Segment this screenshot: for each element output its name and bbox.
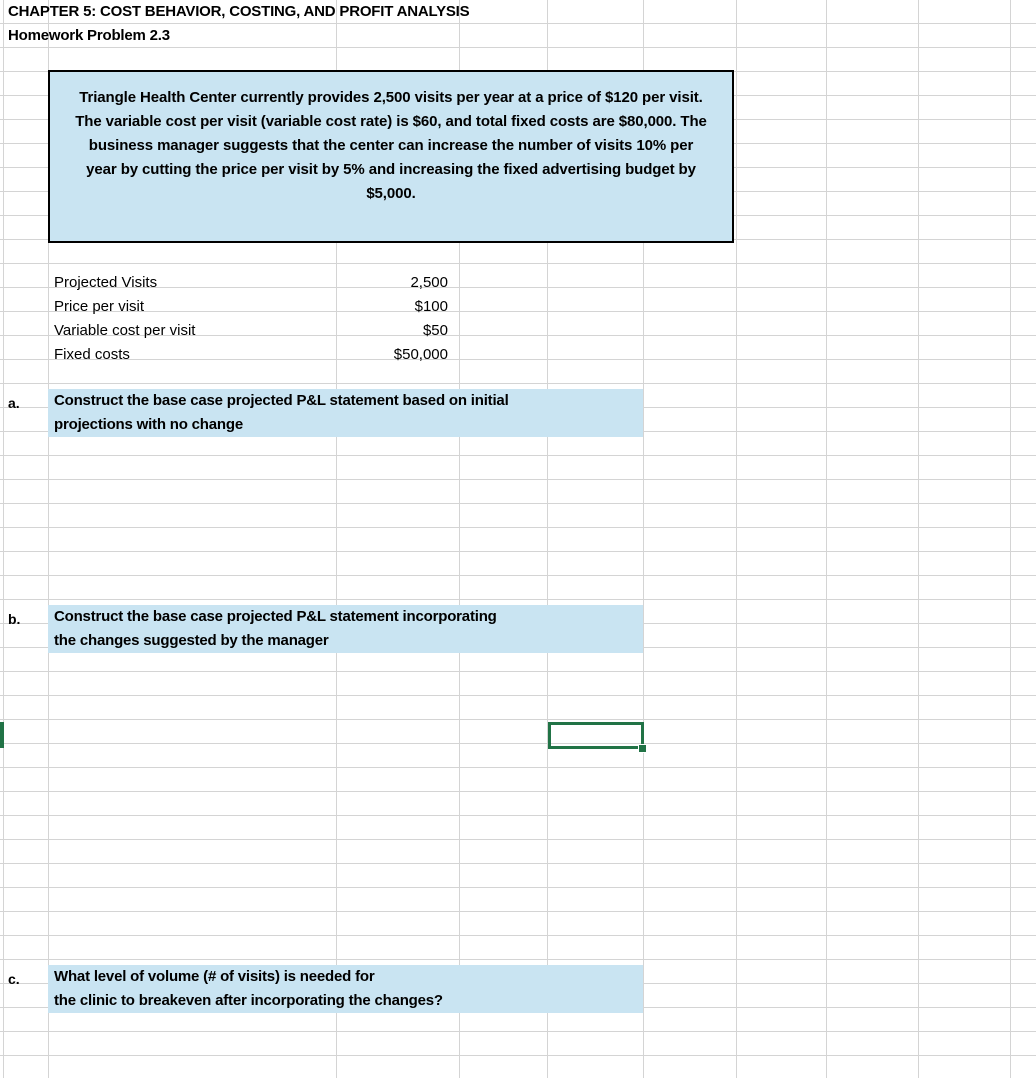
input-value-projected-visits[interactable]: 2,500 [410,274,448,291]
question-b-box[interactable] [48,605,643,653]
question-b-letter[interactable]: b. [8,611,21,627]
input-label-fixed-costs[interactable]: Fixed costs [54,346,130,363]
question-c-text: What level of volume (# of visits) is needed for the clinic to breakeven after incorporating the changes? [54,968,443,1009]
input-value-price-per-visit[interactable]: $100 [414,298,448,315]
input-label-price-per-visit[interactable]: Price per visit [54,298,145,315]
question-c-letter[interactable]: c. [8,971,20,987]
chapter-title[interactable]: CHAPTER 5: COST BEHAVIOR, COSTING, AND PROFIT ANALYSIS [8,3,470,20]
input-label-variable-cost[interactable]: Variable cost per visit [54,322,196,339]
question-a-box[interactable] [48,389,643,437]
question-a-letter[interactable]: a. [8,395,20,411]
question-b-text: Construct the base case projected P&L statement incorporating the changes suggested by the manager [54,608,497,649]
problem-statement-text: Triangle Health Center currently provides 2,500 visits per year at a price of $120 per visit. The variable cost per visit (variable cost rate) is $60, and total fixed costs are $80,000. The business manager suggests that the center can increase the number of visits 10% per year by cutting the price per visit by 5% and increasing the fixed advertising budget by $5,000. [75,89,707,202]
question-c-box[interactable] [48,965,643,1013]
question-a-text: Construct the base case projected P&L statement based on initial projections with no change [54,392,509,433]
row-selection-indicator [0,722,4,748]
input-value-fixed-costs[interactable]: $50,000 [393,346,448,363]
input-value-variable-cost[interactable]: $50 [422,322,448,339]
problem-subtitle[interactable]: Homework Problem 2.3 [8,27,170,44]
active-cell-selection[interactable] [548,722,644,749]
input-label-projected-visits[interactable]: Projected Visits [54,274,158,291]
fill-handle[interactable] [638,744,647,753]
problem-statement-box[interactable] [48,70,734,243]
